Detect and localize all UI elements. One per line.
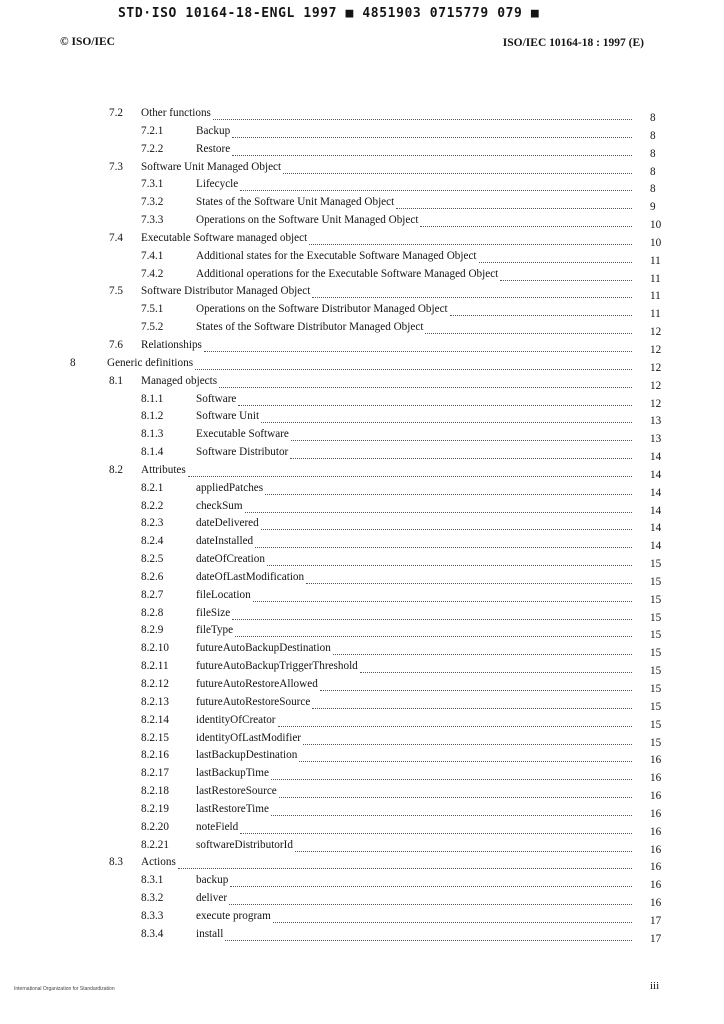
copyright-header: © ISO/IEC bbox=[60, 36, 115, 48]
toc-title-leader bbox=[107, 356, 632, 370]
toc-entry[interactable] bbox=[0, 284, 724, 302]
toc-page-number: 15 bbox=[650, 683, 662, 695]
toc-section-title: Additional operations for the Executable Software Managed Object bbox=[196, 267, 499, 280]
dot-leader bbox=[309, 234, 632, 245]
toc-page-number: 17 bbox=[650, 914, 662, 927]
toc-title-leader bbox=[196, 802, 632, 816]
toc-section-number: 8.2.9 bbox=[141, 624, 164, 637]
dot-leader bbox=[225, 930, 632, 941]
toc-entry[interactable] bbox=[0, 124, 724, 142]
dot-leader bbox=[213, 109, 632, 120]
toc-section-title: Software Distributor Managed Object bbox=[141, 285, 311, 298]
toc-section-number: 8.1.4 bbox=[141, 446, 164, 459]
toc-section-number: 8.2.20 bbox=[141, 820, 169, 833]
toc-section-title: lastBackupTime bbox=[196, 767, 269, 780]
toc-section-number: 8.2.2 bbox=[141, 499, 164, 512]
toc-section-number: 7.2.1 bbox=[141, 124, 164, 137]
dot-leader bbox=[240, 823, 632, 834]
dot-leader bbox=[261, 519, 632, 530]
toc-page-number: 11 bbox=[650, 254, 661, 267]
dot-leader bbox=[479, 252, 632, 263]
toc-section-title: Managed objects bbox=[141, 374, 218, 387]
toc-entry[interactable] bbox=[0, 748, 724, 766]
toc-entry[interactable] bbox=[0, 106, 724, 124]
toc-section-title: Relationships bbox=[141, 338, 202, 351]
toc-page-number: 14 bbox=[650, 468, 662, 481]
toc-entry[interactable] bbox=[0, 177, 724, 195]
toc-page-number: 15 bbox=[650, 558, 662, 571]
toc-entry[interactable] bbox=[0, 231, 724, 249]
toc-section-title: States of the Software Distributor Managed Object bbox=[196, 321, 424, 334]
toc-title-leader bbox=[196, 302, 632, 316]
toc-section-title: Generic definitions bbox=[107, 356, 194, 369]
dot-leader bbox=[396, 198, 632, 209]
toc-entry[interactable] bbox=[0, 516, 724, 534]
toc-entry[interactable] bbox=[0, 160, 724, 178]
toc-entry[interactable] bbox=[0, 766, 724, 784]
toc-entry[interactable] bbox=[0, 659, 724, 677]
dot-leader bbox=[195, 359, 632, 370]
dot-leader bbox=[271, 769, 632, 780]
toc-section-title: softwareDistributorId bbox=[196, 838, 293, 851]
toc-title-leader bbox=[196, 838, 632, 852]
toc-title-leader bbox=[196, 820, 632, 834]
toc-entry[interactable] bbox=[0, 142, 724, 160]
toc-entry[interactable] bbox=[0, 677, 724, 695]
toc-page-number: 12 bbox=[650, 361, 662, 374]
toc-page-number: 16 bbox=[650, 772, 662, 785]
toc-entry[interactable] bbox=[0, 552, 724, 570]
table-of-contents bbox=[0, 106, 724, 945]
toc-section-number: 8 bbox=[70, 356, 76, 369]
toc-section-title: lastBackupDestination bbox=[196, 749, 298, 762]
toc-page-number: 16 bbox=[650, 790, 662, 803]
toc-title-leader bbox=[196, 267, 632, 281]
toc-title-leader bbox=[196, 927, 632, 941]
toc-section-number: 7.3 bbox=[109, 160, 123, 173]
toc-title-leader bbox=[196, 891, 632, 905]
toc-entry[interactable] bbox=[0, 427, 724, 445]
toc-title-leader bbox=[141, 338, 632, 352]
toc-page-number: 15 bbox=[650, 700, 662, 713]
toc-section-number: 8.2.14 bbox=[141, 713, 169, 726]
toc-section-title: dateDelivered bbox=[196, 517, 259, 530]
toc-page-number: 15 bbox=[650, 718, 662, 731]
toc-entry[interactable] bbox=[0, 534, 724, 552]
toc-section-title: appliedPatches bbox=[196, 481, 264, 494]
toc-title-leader bbox=[196, 552, 632, 566]
toc-entry[interactable] bbox=[0, 713, 724, 731]
toc-section-number: 8.1.3 bbox=[141, 428, 164, 441]
toc-title-leader bbox=[141, 855, 632, 869]
toc-title-leader bbox=[141, 374, 632, 388]
toc-section-title: Software Unit Managed Object bbox=[141, 160, 282, 173]
toc-entry[interactable] bbox=[0, 641, 724, 659]
toc-section-title: fileSize bbox=[196, 606, 231, 619]
toc-section-number: 7.2 bbox=[109, 107, 123, 119]
dot-leader bbox=[291, 430, 632, 441]
toc-section-title: Software Distributor bbox=[196, 446, 289, 459]
toc-title-leader bbox=[196, 516, 632, 530]
toc-title-leader bbox=[196, 641, 632, 655]
toc-entry[interactable] bbox=[0, 909, 724, 927]
toc-section-title: backup bbox=[196, 874, 229, 887]
toc-section-title: Restore bbox=[196, 142, 231, 155]
toc-section-title: fileType bbox=[196, 624, 234, 637]
toc-section-number: 8.2.11 bbox=[141, 660, 169, 673]
toc-entry[interactable] bbox=[0, 784, 724, 802]
toc-section-title: install bbox=[196, 927, 224, 940]
toc-title-leader bbox=[196, 695, 632, 709]
toc-page-number: 8 bbox=[650, 129, 656, 142]
toc-section-number: 7.5.2 bbox=[141, 321, 164, 334]
toc-section-number: 7.3.3 bbox=[141, 214, 164, 227]
toc-section-number: 7.6 bbox=[109, 338, 123, 351]
dot-leader bbox=[306, 573, 632, 584]
toc-section-number: 7.4 bbox=[109, 231, 123, 244]
toc-section-title: Other functions bbox=[141, 107, 211, 119]
toc-entry[interactable] bbox=[0, 338, 724, 356]
toc-title-leader bbox=[196, 623, 632, 637]
toc-section-number: 8.2 bbox=[109, 463, 123, 476]
toc-title-leader bbox=[196, 588, 632, 602]
publisher-footer: International Organization for Standardization bbox=[14, 986, 115, 992]
toc-title-leader bbox=[196, 677, 632, 691]
toc-section-title: noteField bbox=[196, 820, 239, 833]
dot-leader bbox=[267, 555, 632, 566]
toc-section-title: futureAutoRestoreSource bbox=[196, 695, 311, 708]
toc-entry[interactable] bbox=[0, 606, 724, 624]
dot-leader bbox=[229, 894, 632, 905]
toc-section-title: Actions bbox=[141, 856, 176, 869]
toc-page-number: 15 bbox=[650, 647, 662, 660]
toc-title-leader bbox=[196, 784, 632, 798]
toc-section-number: 8.2.18 bbox=[141, 785, 169, 798]
toc-title-leader bbox=[196, 249, 632, 263]
toc-page-number: 14 bbox=[650, 451, 662, 464]
toc-entry[interactable] bbox=[0, 213, 724, 231]
toc-entry[interactable] bbox=[0, 481, 724, 499]
toc-page-number: 16 bbox=[650, 807, 662, 820]
toc-entry[interactable] bbox=[0, 409, 724, 427]
dot-leader bbox=[278, 716, 632, 727]
dot-leader bbox=[333, 644, 632, 655]
dot-leader bbox=[253, 591, 632, 602]
toc-page-number: 14 bbox=[650, 540, 662, 553]
toc-entry[interactable] bbox=[0, 623, 724, 641]
toc-page-number: 15 bbox=[650, 736, 662, 749]
toc-page-number: 12 bbox=[650, 343, 662, 356]
toc-page-number: 10 bbox=[650, 219, 662, 232]
toc-page-number: 8 bbox=[650, 147, 656, 160]
toc-section-title: lastRestoreSource bbox=[196, 785, 277, 798]
toc-title-leader bbox=[196, 427, 632, 441]
toc-section-number: 8.1.1 bbox=[141, 392, 164, 405]
toc-section-number: 8.3.4 bbox=[141, 927, 164, 940]
dot-leader bbox=[299, 751, 632, 762]
dot-leader bbox=[283, 163, 632, 174]
toc-title-leader bbox=[196, 409, 632, 423]
toc-section-number: 8.2.16 bbox=[141, 749, 169, 762]
toc-section-number: 8.2.5 bbox=[141, 553, 164, 566]
toc-title-leader bbox=[196, 534, 632, 548]
toc-entry[interactable] bbox=[0, 802, 724, 820]
toc-entry[interactable] bbox=[0, 499, 724, 517]
toc-page-number: 11 bbox=[650, 272, 661, 285]
toc-title-leader bbox=[196, 499, 632, 513]
toc-page-number: 16 bbox=[650, 879, 662, 892]
toc-section-title: Software bbox=[196, 392, 237, 405]
toc-page-number: 9 bbox=[650, 201, 656, 214]
dot-leader bbox=[255, 537, 632, 548]
toc-section-number: 8.2.7 bbox=[141, 588, 164, 601]
toc-entry[interactable] bbox=[0, 374, 724, 392]
toc-page-number: 14 bbox=[650, 522, 662, 535]
toc-title-leader bbox=[141, 231, 632, 245]
toc-page-number: 13 bbox=[650, 415, 662, 428]
dot-leader bbox=[178, 858, 632, 869]
toc-section-number: 8.2.6 bbox=[141, 570, 164, 583]
toc-section-title: identityOfLastModifier bbox=[196, 731, 302, 744]
dot-leader bbox=[303, 734, 632, 745]
toc-page-number: 10 bbox=[650, 236, 662, 249]
toc-section-title: Additional states for the Executable Software Managed Object bbox=[196, 249, 477, 262]
toc-page-number: 15 bbox=[650, 629, 662, 642]
toc-section-number: 8.2.10 bbox=[141, 642, 169, 655]
toc-page-number: 12 bbox=[650, 397, 662, 410]
toc-entry[interactable] bbox=[0, 463, 724, 481]
toc-page-number: 16 bbox=[650, 861, 662, 874]
toc-entry[interactable] bbox=[0, 873, 724, 891]
toc-entry[interactable] bbox=[0, 927, 724, 945]
toc-section-title: dateOfLastModification bbox=[196, 570, 305, 583]
toc-entry[interactable] bbox=[0, 891, 724, 909]
toc-section-title: Operations on the Software Unit Managed Object bbox=[196, 214, 419, 227]
toc-page-number: 16 bbox=[650, 754, 662, 767]
toc-section-number: 8.2.19 bbox=[141, 802, 169, 815]
toc-section-title: dateOfCreation bbox=[196, 553, 265, 566]
toc-title-leader bbox=[196, 659, 632, 673]
dot-leader bbox=[295, 841, 632, 852]
toc-page-number: 12 bbox=[650, 379, 662, 392]
toc-section-number: 8.3.3 bbox=[141, 909, 164, 922]
toc-entry[interactable] bbox=[0, 302, 724, 320]
toc-section-number: 8.2.12 bbox=[141, 678, 169, 690]
toc-page-number: 11 bbox=[650, 308, 661, 321]
toc-section-number: 7.2.2 bbox=[141, 142, 164, 155]
dot-leader bbox=[219, 377, 632, 388]
toc-section-title: Backup bbox=[196, 124, 231, 137]
dot-leader bbox=[312, 287, 632, 298]
toc-title-leader bbox=[196, 731, 632, 745]
toc-page-number: 11 bbox=[650, 290, 661, 303]
toc-title-leader bbox=[196, 606, 632, 620]
toc-title-leader bbox=[196, 124, 632, 138]
dot-leader bbox=[261, 412, 632, 423]
toc-entry[interactable] bbox=[0, 320, 724, 338]
toc-page-number: 16 bbox=[650, 897, 662, 910]
toc-page-number: 17 bbox=[650, 932, 662, 945]
toc-title-leader bbox=[196, 481, 632, 495]
toc-entry[interactable] bbox=[0, 445, 724, 463]
toc-entry[interactable] bbox=[0, 855, 724, 873]
toc-page-number: 15 bbox=[650, 611, 662, 624]
toc-section-number: 7.5.1 bbox=[141, 303, 164, 316]
scan-header-code: STD·ISO 10164-18-ENGL 1997 ■ 4851903 0715779 079 ■ bbox=[118, 6, 540, 21]
toc-entry[interactable] bbox=[0, 838, 724, 856]
dot-leader bbox=[290, 448, 632, 459]
toc-title-leader bbox=[196, 320, 632, 334]
toc-title-leader bbox=[141, 160, 632, 174]
toc-title-leader bbox=[196, 748, 632, 762]
toc-title-leader bbox=[141, 463, 632, 477]
toc-page-number: 14 bbox=[650, 504, 662, 517]
toc-section-title: fileLocation bbox=[196, 588, 251, 601]
toc-section-title: deliver bbox=[196, 892, 228, 905]
toc-section-title: Executable Software bbox=[196, 428, 289, 441]
toc-page-number: 8 bbox=[650, 183, 656, 196]
toc-title-leader bbox=[141, 106, 632, 120]
toc-section-number: 7.3.2 bbox=[141, 196, 164, 209]
toc-title-leader bbox=[141, 284, 632, 298]
toc-page-number: 15 bbox=[650, 665, 662, 678]
toc-section-number: 8.3.2 bbox=[141, 892, 164, 905]
toc-section-title: Operations on the Software Distributor Managed Object bbox=[196, 303, 448, 316]
dot-leader bbox=[425, 323, 632, 334]
dot-leader bbox=[232, 127, 632, 138]
dot-leader bbox=[265, 484, 632, 495]
dot-leader bbox=[188, 466, 632, 477]
dot-leader bbox=[273, 912, 632, 923]
toc-entry[interactable] bbox=[0, 820, 724, 838]
toc-section-number: 8.1.2 bbox=[141, 410, 164, 423]
toc-entry[interactable] bbox=[0, 392, 724, 410]
toc-page-number: 8 bbox=[650, 165, 656, 178]
toc-entry[interactable] bbox=[0, 588, 724, 606]
toc-title-leader bbox=[196, 392, 632, 406]
toc-section-title: Executable Software managed object bbox=[141, 231, 308, 244]
dot-leader bbox=[360, 662, 632, 673]
toc-section-title: futureAutoBackupTriggerThreshold bbox=[196, 660, 358, 673]
toc-section-number: 8.2.4 bbox=[141, 535, 164, 548]
toc-page-number: 15 bbox=[650, 593, 662, 606]
dot-leader bbox=[320, 680, 632, 691]
toc-entry[interactable] bbox=[0, 249, 724, 267]
dot-leader bbox=[312, 698, 632, 709]
toc-title-leader bbox=[196, 766, 632, 780]
toc-section-number: 8.2.3 bbox=[141, 517, 164, 530]
toc-section-title: futureAutoRestoreAllowed bbox=[196, 678, 318, 690]
toc-entry[interactable] bbox=[0, 731, 724, 749]
dot-leader bbox=[420, 216, 632, 227]
toc-page-number: 8 bbox=[650, 112, 656, 124]
toc-section-number: 7.5 bbox=[109, 285, 123, 298]
dot-leader bbox=[235, 626, 632, 637]
toc-section-title: Attributes bbox=[141, 463, 186, 476]
toc-entry[interactable] bbox=[0, 695, 724, 713]
toc-section-number: 8.2.8 bbox=[141, 606, 164, 619]
toc-page-number: 14 bbox=[650, 486, 662, 499]
toc-section-title: States of the Software Unit Managed Object bbox=[196, 196, 395, 209]
document-id-header: ISO/IEC 10164-18 : 1997 (E) bbox=[502, 37, 644, 49]
toc-section-number: 8.2.17 bbox=[141, 767, 169, 780]
toc-section-number: 7.4.2 bbox=[141, 267, 164, 280]
toc-page-number: 13 bbox=[650, 433, 662, 446]
toc-title-leader bbox=[196, 713, 632, 727]
toc-entry[interactable] bbox=[0, 570, 724, 588]
toc-title-leader bbox=[196, 177, 632, 191]
dot-leader bbox=[245, 502, 632, 513]
page-number: iii bbox=[650, 980, 660, 992]
dot-leader bbox=[500, 270, 632, 281]
toc-section-number: 7.4.1 bbox=[141, 249, 164, 262]
toc-section-number: 8.2.13 bbox=[141, 695, 169, 708]
toc-section-title: execute program bbox=[196, 909, 271, 922]
toc-title-leader bbox=[196, 909, 632, 923]
dot-leader bbox=[230, 876, 632, 887]
toc-section-number: 8.3.1 bbox=[141, 874, 164, 887]
toc-page-number: 15 bbox=[650, 575, 662, 588]
toc-page-number: 16 bbox=[650, 843, 662, 856]
toc-section-title: checkSum bbox=[196, 499, 243, 512]
dot-leader bbox=[240, 180, 632, 191]
toc-title-leader bbox=[196, 213, 632, 227]
toc-section-title: futureAutoBackupDestination bbox=[196, 642, 331, 655]
toc-title-leader bbox=[196, 445, 632, 459]
toc-section-title: identityOfCreator bbox=[196, 713, 276, 726]
toc-section-number: 8.2.21 bbox=[141, 838, 169, 851]
toc-title-leader bbox=[196, 873, 632, 887]
dot-leader bbox=[232, 145, 632, 156]
toc-section-number: 8.2.1 bbox=[141, 481, 164, 494]
dot-leader bbox=[279, 787, 632, 798]
dot-leader bbox=[271, 805, 632, 816]
toc-page-number: 16 bbox=[650, 825, 662, 838]
toc-section-number: 7.3.1 bbox=[141, 178, 164, 191]
toc-entry[interactable] bbox=[0, 195, 724, 213]
toc-title-leader bbox=[196, 142, 632, 156]
dot-leader bbox=[232, 609, 632, 620]
dot-leader bbox=[238, 395, 632, 406]
toc-section-title: Software Unit bbox=[196, 410, 260, 423]
toc-page-number: 12 bbox=[650, 326, 662, 339]
dot-leader bbox=[204, 341, 632, 352]
toc-section-number: 8.1 bbox=[109, 374, 123, 387]
toc-title-leader bbox=[196, 570, 632, 584]
toc-section-number: 8.3 bbox=[109, 856, 123, 869]
toc-entry[interactable] bbox=[0, 267, 724, 285]
dot-leader bbox=[450, 305, 632, 316]
toc-section-number: 8.2.15 bbox=[141, 731, 169, 744]
toc-entry[interactable] bbox=[0, 356, 724, 374]
toc-section-title: dateInstalled bbox=[196, 535, 254, 548]
toc-section-title: Lifecycle bbox=[196, 178, 239, 191]
toc-section-title: lastRestoreTime bbox=[196, 802, 269, 815]
toc-title-leader bbox=[196, 195, 632, 209]
